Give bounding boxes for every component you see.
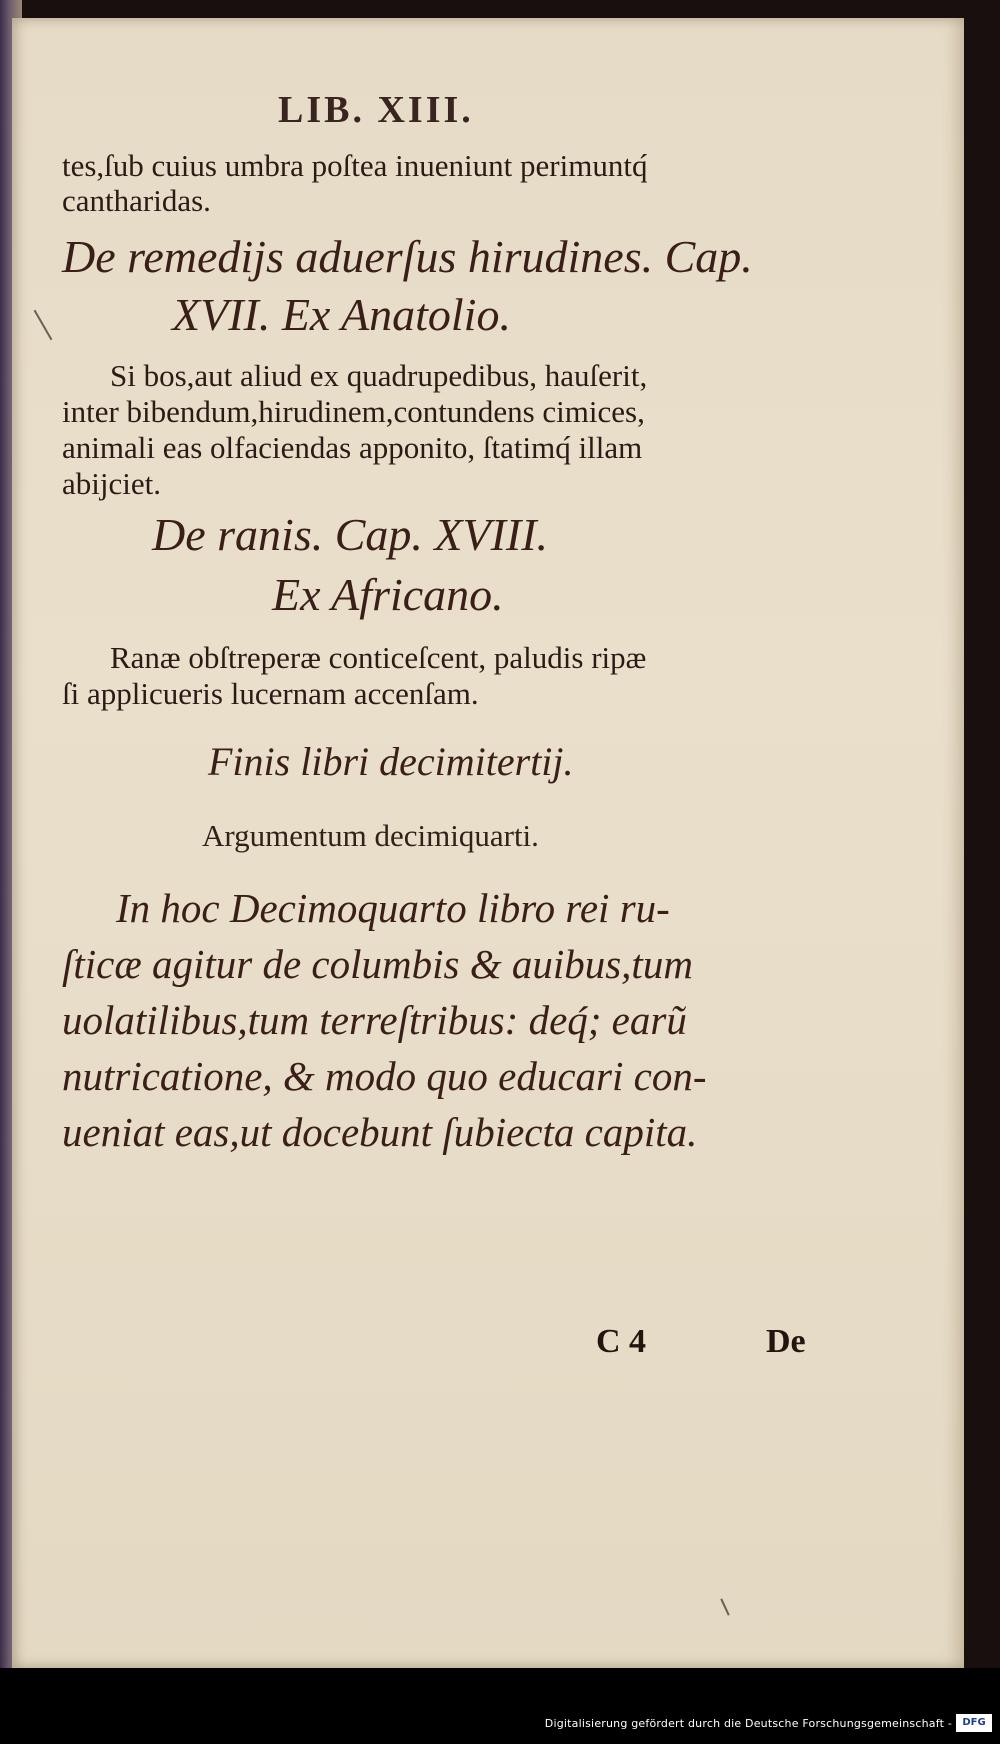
argument-line-5: ueniat eas,ut docebunt ſubiecta capita.: [62, 1109, 698, 1155]
para2-line-2: inter bibendum,hirudinem,contundens cimices,: [62, 394, 645, 429]
paper-page: [12, 18, 964, 1668]
dfg-logo: DFG: [956, 1714, 992, 1732]
digitization-credit: Digitalisierung gefördert durch die Deutsche Forschungsgemeinschaft -: [544, 1717, 952, 1730]
chapter-heading-18-line-2: Ex Africano.: [272, 569, 504, 620]
signature-mark: C 4: [596, 1323, 647, 1360]
para1-line-2: cantharidas.: [62, 183, 211, 218]
ink-speck: [34, 310, 53, 340]
running-head: LIB. XIII.: [278, 89, 474, 131]
argument-line-3: uolatilibus,tum terreſtribus: deq́; earũ: [62, 997, 687, 1043]
para2-line-1: Si bos,aut aliud ex quadrupedibus, hauſerit,: [110, 358, 648, 393]
argument-line-1: In hoc Decimoquarto libro rei ru-: [116, 885, 670, 931]
argument-title: Argumentum decimiquarti.: [202, 818, 539, 853]
scanner-footer: [0, 1668, 1000, 1744]
argument-line-2: ſticæ agitur de columbis & auibus,tum: [62, 941, 693, 987]
chapter-heading-17-line-1: De remedijs aduerſus hirudines. Cap.: [62, 231, 753, 282]
para1-line-1: tes,ſub cuius umbra poſtea inueniunt perimuntq́: [62, 148, 648, 183]
ink-speck: [720, 1598, 729, 1615]
catchword: De: [766, 1323, 806, 1360]
chapter-heading-18-line-1: De ranis. Cap. XVIII.: [152, 509, 549, 560]
para3-line-1: Ranæ obſtreperæ conticeſcent, paludis ripæ: [110, 640, 647, 675]
para2-line-3: animali eas olfaciendas apponito, ſtatimq́ illam: [62, 430, 643, 465]
para2-line-4: abijciet.: [62, 466, 161, 501]
argument-line-4: nutricatione, & modo quo educari con-: [62, 1053, 707, 1099]
para3-line-2: ſi applicueris lucernam accenſam.: [62, 676, 479, 711]
finis-line: Finis libri decimitertij.: [208, 739, 574, 784]
chapter-heading-17-line-2: XVII. Ex Anatolio.: [172, 289, 511, 340]
